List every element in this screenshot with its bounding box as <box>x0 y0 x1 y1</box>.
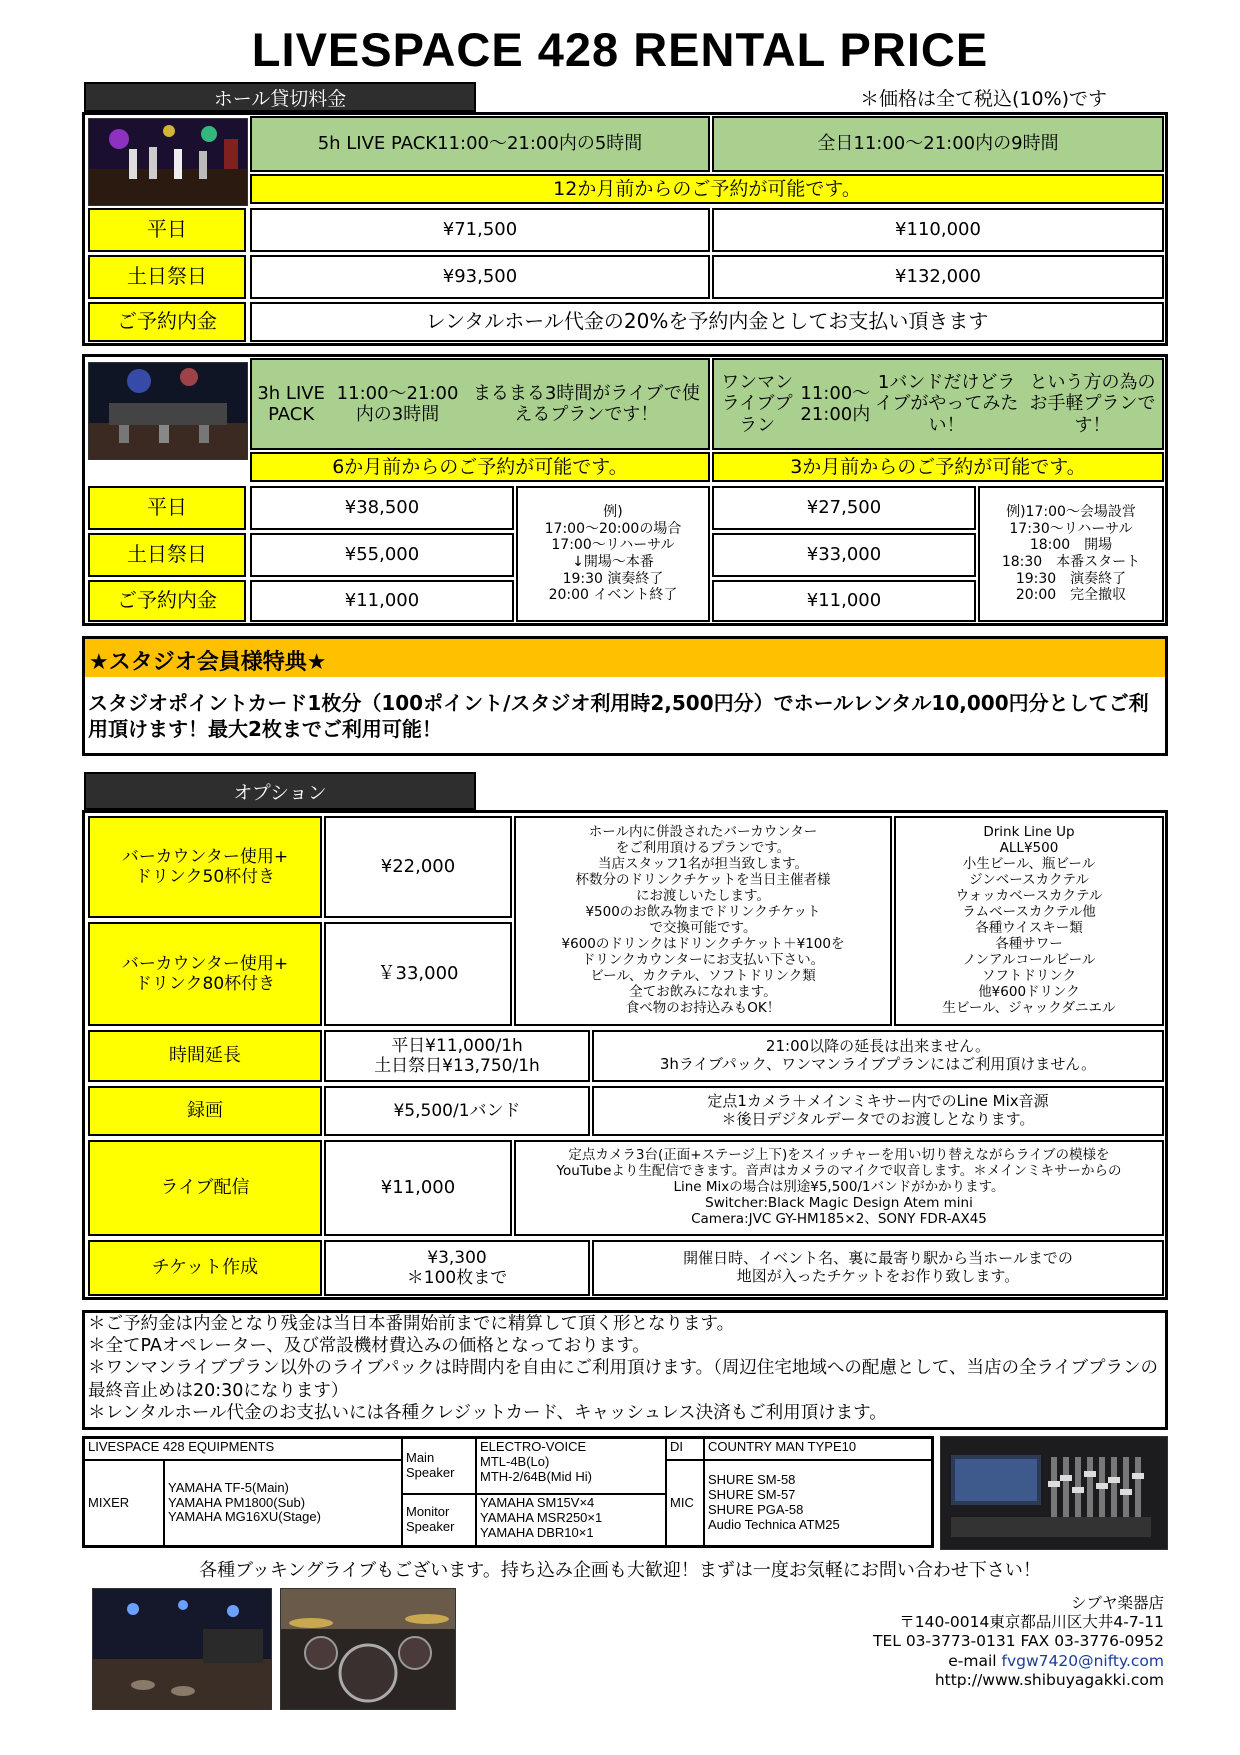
equipment-mic-list: SHURE SM-58 SHURE SM-57 SHURE PGA-58 Audio Technica ATM25 <box>704 1460 932 1546</box>
plan-3h-desc: まるまる3時間がライブで使えるプランです！ <box>472 382 700 425</box>
option-ticket-description: 開催日時、イベント名、裏に最寄り駅から当ホールまでの 地図が入ったチケットをお作り致します。 <box>592 1240 1164 1296</box>
option-extension-label: 時間延長 <box>88 1030 322 1082</box>
option-streaming-price: ¥11,000 <box>324 1140 512 1236</box>
option-recording-label: 録画 <box>88 1086 322 1136</box>
plan-oneman-time: 11:00〜21:00内 <box>800 382 871 425</box>
option-recording-description: 定点1カメラ＋メインミキサー内でのLine Mix音源 ＊後日デジタルデータでのお渡しとなります。 <box>592 1086 1164 1136</box>
option-extension-price: 平日¥11,000/1h 土日祭日¥13,750/1h <box>324 1030 590 1082</box>
plan-5h-time: 11:00〜21:00内の5時間 <box>437 133 643 155</box>
option-bar80-label: バーカウンター使用+ ドリンク80杯付き <box>88 922 322 1026</box>
hall-photo-stage <box>88 362 248 460</box>
plan-full-name: 全日 <box>817 133 854 155</box>
equipment-di-label: DI <box>666 1438 704 1460</box>
equipment-mixer-label: MIXER <box>84 1460 164 1546</box>
option-bar80-price: ￥33,000 <box>324 922 512 1026</box>
plan-full-time: 11:00〜21:00内の9時間 <box>853 133 1059 155</box>
packs-row-label-weekend: 土日祭日 <box>88 533 246 577</box>
hall-row-label-weekend: 土日祭日 <box>88 255 246 299</box>
plan-3h-reserve-note: 6か月前からのご予約が可能です。 <box>250 452 710 482</box>
packs-row-label-deposit: ご予約内金 <box>88 580 246 622</box>
plan-oneman-desc1: 1バンドだけどライブがやってみたい！ <box>874 372 1019 436</box>
shop-info <box>760 1594 1164 1712</box>
booking-note: 各種ブッキングライブもございます。持ち込み企画も大歓迎！まずは一度お気軽にお問い合わせ下さい！ <box>199 1560 1041 1581</box>
hall-price-full-weekday: ¥110,000 <box>712 208 1164 252</box>
plan-5h-header <box>250 116 710 172</box>
shop-name: シブヤ楽器店 <box>1070 1594 1164 1612</box>
hall-deposit-text: レンタルホール代金の20%を予約内金としてお支払い頂きます <box>250 302 1164 342</box>
hall-row-label-weekday: 平日 <box>88 208 246 252</box>
hall-price-full-weekend: ¥132,000 <box>712 255 1164 299</box>
plan-oneman-reserve-note: 3か月前からのご予約が可能です。 <box>712 452 1164 482</box>
plan-3h-example-schedule: 例) 17:00〜20:00の場合 17:00〜リハーサル ↓開場〜本番 19:30 演奏終了 20:00 イベント終了 <box>516 486 710 622</box>
plan-3h-price-deposit: ¥11,000 <box>250 580 514 622</box>
shop-email-link[interactable]: fvgw7420@nifty.com <box>1001 1651 1164 1670</box>
notes-list <box>88 1313 1164 1427</box>
mixer-console-photo <box>940 1436 1168 1550</box>
plan-oneman-price-weekday: ¥27,500 <box>712 486 976 530</box>
hall-deposit-label: ご予約内金 <box>88 302 246 342</box>
member-benefit-header: ★スタジオ会員様特典★ <box>85 639 1165 677</box>
hall-photo-live-band <box>88 118 248 206</box>
page-title: LIVESPACE 428 RENTAL PRICE <box>251 23 989 76</box>
hall-price-5h-weekday: ¥71,500 <box>250 208 710 252</box>
shop-email-line <box>760 1652 1164 1671</box>
plan-5h-name: 5h LIVE PACK <box>317 133 438 155</box>
hall-interior-photo <box>92 1588 272 1710</box>
note-item: ＊ご予約金は内金となり残金は当日本番開始前までに精算して頂く形となります。 <box>88 1314 735 1334</box>
option-streaming-description: 定点カメラ3台(正面+ステージ上下)をスイッチャーを用い切り替えながらライブの模様を YouTubeより生配信できます。音声はカメラのマイクで収音します。＊メインミキサーからの Line Mixの場合は別途¥5,500/1バンドがかかります。 Switcher:Black Magic Design Atem mini Camera:JVC GY-HM185×2、SONY FDR-AX45 <box>514 1140 1164 1236</box>
shop-address: 〒140-0014東京都品川区大井4-7-11 <box>899 1613 1164 1632</box>
plan-3h-price-weekday: ¥38,500 <box>250 486 514 530</box>
note-item: ＊レンタルホール代金のお支払いには各種クレジットカード、キャッシュレス決済もご利用頂けます。 <box>88 1402 887 1423</box>
equipment-monitor-label: Monitor Speaker <box>402 1494 476 1546</box>
shop-phone-fax: TEL 03-3773-0131 FAX 03-3776-0952 <box>873 1632 1164 1651</box>
option-streaming-label: ライブ配信 <box>88 1140 322 1236</box>
equipment-monitor-list: YAMAHA SM15V×4 YAMAHA MSR250×1 YAMAHA DBR10×1 <box>476 1494 666 1546</box>
plan-3h-time: 11:00〜21:00内の3時間 <box>336 382 459 425</box>
plan-oneman-name: ワンマンライブプラン <box>721 372 794 436</box>
plan-3h-name: 3h LIVE PACK <box>257 382 325 425</box>
equipment-mixer-list: YAMAHA TF-5(Main) YAMAHA PM1800(Sub) YAMAHA MG16XU(Stage) <box>164 1460 402 1546</box>
note-item: ＊全てPAオペレーター、及び常設機材費込みの価格となっております。 <box>88 1336 650 1357</box>
option-bar50-price: ¥22,000 <box>324 816 512 918</box>
plan-oneman-header <box>712 358 1164 450</box>
drum-kit-photo <box>280 1588 456 1710</box>
plan-3h-header <box>250 358 710 450</box>
equipment-main-speaker-list: ELECTRO-VOICE MTL-4B(Lo) MTH-2/64B(Mid Hi) <box>476 1438 666 1494</box>
tax-note: ＊価格は全て税込(10%)です <box>860 88 1108 110</box>
option-drink-menu: Drink Line Up ALL¥500 小生ビール、瓶ビール ジンベースカクテル ウォッカベースカクテル ラムベースカクテル他 各種ウイスキー類 各種サワー ノンアルコールビール ソフトドリンク 他¥600ドリンク 生ビール、ジャックダニエル <box>894 816 1164 1026</box>
plan-oneman-price-deposit: ¥11,000 <box>712 580 976 622</box>
plan-3h-price-weekend: ¥55,000 <box>250 533 514 577</box>
equipment-main-speaker-label: Main Speaker <box>402 1438 476 1494</box>
option-extension-description: 21:00以降の延長は出来ません。 3hライブパック、ワンマンライブプランにはご利用頂けません。 <box>592 1030 1164 1082</box>
option-bar50-label: バーカウンター使用+ ドリンク50杯付き <box>88 816 322 918</box>
option-ticket-price: ¥3,300 ＊100枚まで <box>324 1240 590 1296</box>
hall-section-tab: ホール貸切料金 <box>84 82 476 112</box>
options-section-tab: オプション <box>84 772 476 810</box>
plan-full-header <box>712 116 1164 172</box>
plan-oneman-desc2: という方の為のお手軽プランです！ <box>1029 372 1156 436</box>
plan-oneman-price-weekend: ¥33,000 <box>712 533 976 577</box>
equipment-di-value: COUNTRY MAN TYPE10 <box>704 1438 932 1460</box>
plan-oneman-example-schedule: 例)17:00〜会場設営 17:30〜リハーサル 18:00 開場 18:30 本番スタート 19:30 演奏終了 20:00 完全撤収 <box>978 486 1164 622</box>
note-item: ＊ワンマンライブプラン以外のライブパックは時間内を自由にご利用頂けます。（周辺住宅地域への配慮として、当店の全ライブプランの最終音止めは20:30になります） <box>88 1358 1158 1401</box>
equipment-header: LIVESPACE 428 EQUIPMENTS <box>84 1438 402 1460</box>
shop-email-prefix: e-mail <box>948 1651 1002 1670</box>
member-benefit-body: スタジオポイントカード1枚分（100ポイント/スタジオ利用時2,500円分）でホールレンタル10,000円分としてご利用頂けます！最大2枚までご利用可能！ <box>88 691 1149 741</box>
shop-website-link[interactable]: http://www.shibuyagakki.com <box>934 1670 1164 1689</box>
option-bar-description: ホール内に併設されたバーカウンター をご利用頂けるプランです。 当店スタッフ1名が担当致します。 杯数分のドリンクチケットを当日主催者様 にお渡しいたします。 ¥500のお飲み物までドリンクチケット で交換可能です。 ¥600のドリンクはドリンクチケット＋¥100を ドリンクカウンターにお支払い下さい。 ビール、カクテル、ソフトドリンク類 全てお飲みになれます。 食べ物のお持込みもOK！ <box>514 816 892 1026</box>
hall-price-5h-weekend: ¥93,500 <box>250 255 710 299</box>
equipment-mic-label: MIC <box>666 1460 704 1546</box>
hall-reserve-note: 12か月前からのご予約が可能です。 <box>250 174 1164 204</box>
option-recording-price: ¥5,500/1バンド <box>324 1086 590 1136</box>
option-ticket-label: チケット作成 <box>88 1240 322 1296</box>
packs-row-label-weekday: 平日 <box>88 486 246 530</box>
